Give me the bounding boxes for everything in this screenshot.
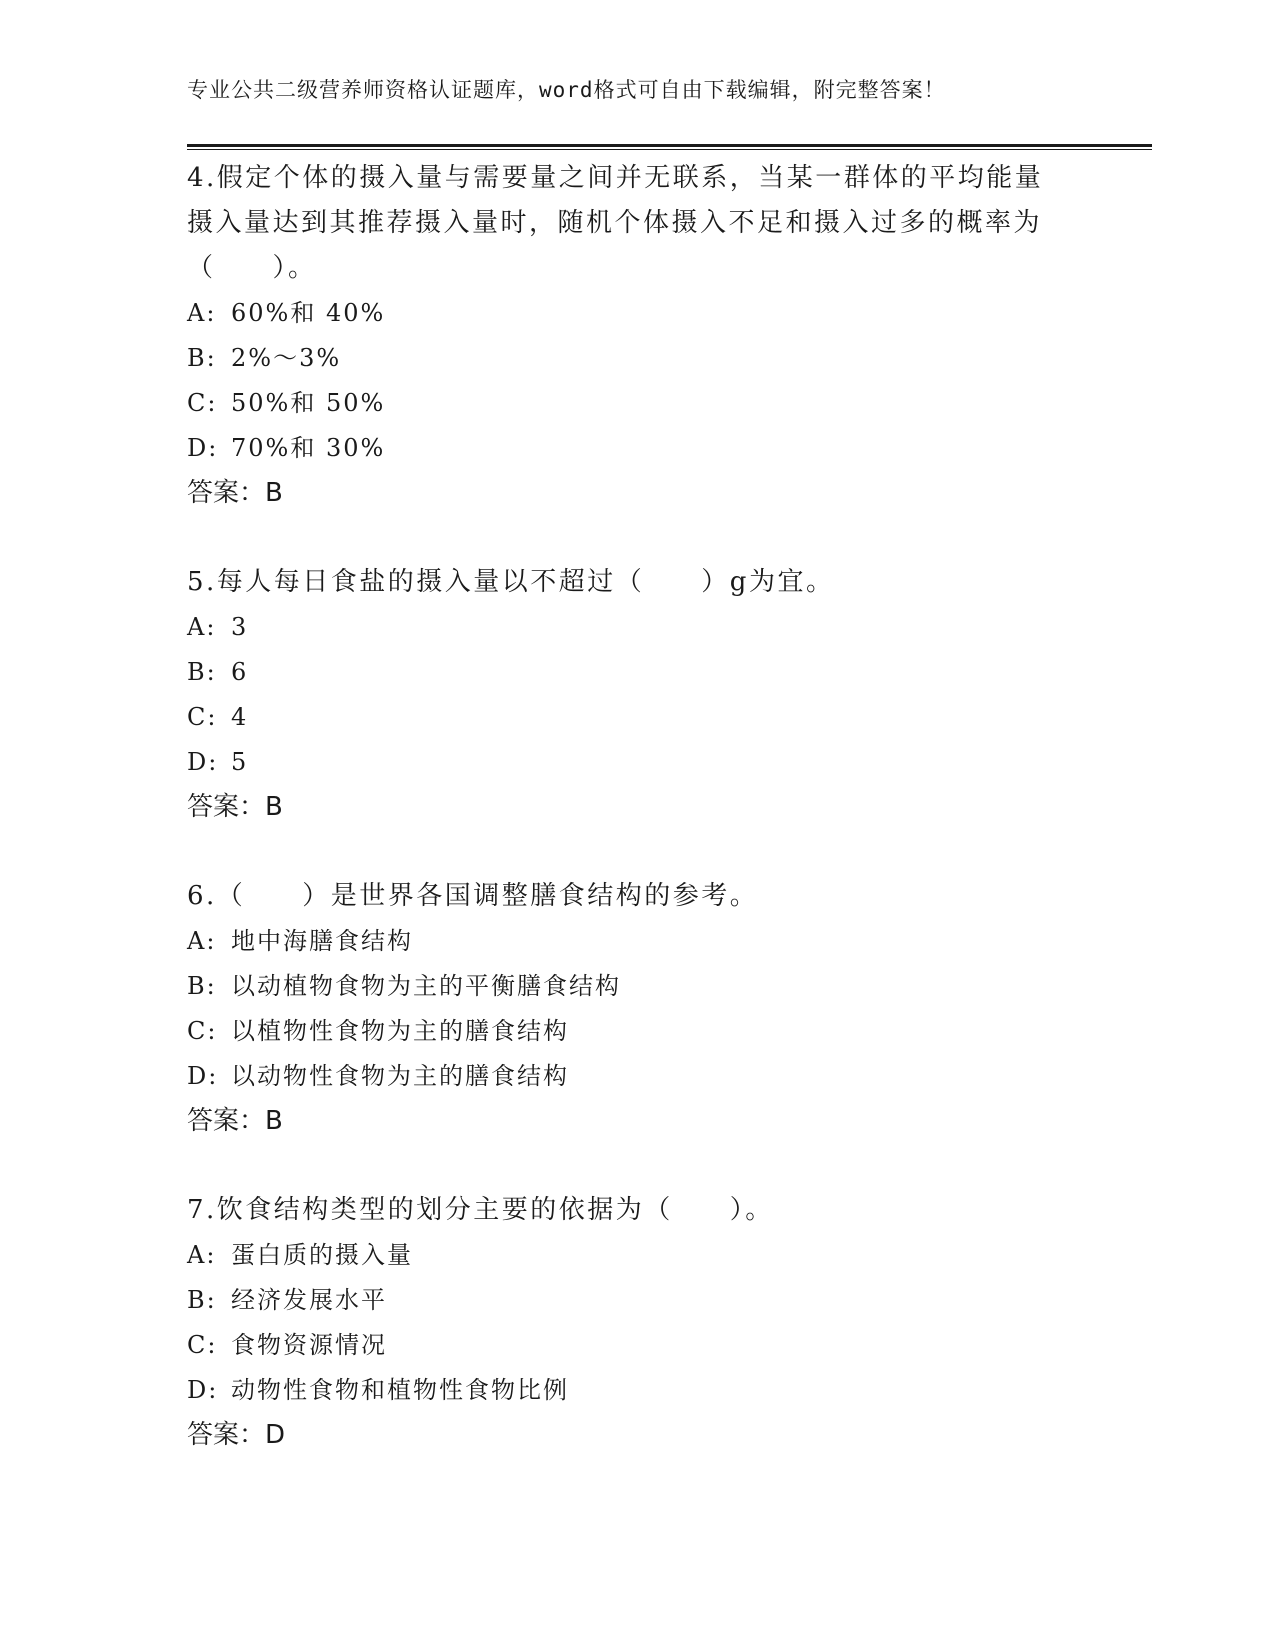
- option-letter: C:: [187, 389, 218, 417]
- option-letter: C:: [187, 1017, 218, 1045]
- option-text: 5: [231, 748, 249, 776]
- option-text: 4: [231, 703, 249, 731]
- option-b: [187, 650, 1087, 695]
- option-a: [187, 919, 1087, 964]
- option-letter: B:: [187, 972, 217, 1000]
- question-7: [187, 1188, 1087, 1458]
- answer-line: 答案：B: [187, 1106, 283, 1136]
- option-a: [187, 1233, 1087, 1278]
- option-text: 以动植物食物为主的平衡膳食结构: [231, 972, 621, 1000]
- option-b: [187, 1278, 1087, 1323]
- option-b: [187, 336, 1087, 381]
- option-letter: B:: [187, 1286, 217, 1314]
- option-text: 地中海膳食结构: [231, 927, 413, 955]
- option-letter: A:: [187, 299, 217, 327]
- option-text: 动物性食物和植物性食物比例: [231, 1376, 569, 1404]
- option-letter: A:: [187, 613, 217, 641]
- option-b: [187, 964, 1087, 1009]
- option-d: [187, 740, 1087, 785]
- option-letter: B:: [187, 344, 217, 372]
- option-letter: C:: [187, 1331, 218, 1359]
- option-letter: D:: [187, 748, 219, 776]
- option-text: 以植物性食物为主的膳食结构: [231, 1017, 569, 1045]
- question-stem-line: 4.假定个体的摄入量与需要量之间并无联系，当某一群体的平均能量: [187, 163, 1044, 193]
- question-4: [187, 156, 1087, 516]
- option-c: [187, 1323, 1087, 1368]
- option-letter: A:: [187, 1241, 217, 1269]
- question-list: [187, 156, 1087, 1502]
- option-letter: D:: [187, 1376, 219, 1404]
- option-letter: D:: [187, 434, 219, 462]
- option-letter: D:: [187, 1062, 219, 1090]
- header-rule-thick: [187, 144, 1152, 147]
- question-stem-line: （ ）。: [187, 253, 317, 283]
- option-text: 2%～3%: [231, 344, 342, 372]
- option-d: [187, 426, 1087, 471]
- option-text: 蛋白质的摄入量: [231, 1241, 413, 1269]
- option-letter: C:: [187, 703, 218, 731]
- answer-line: 答案：B: [187, 478, 283, 508]
- option-c: [187, 1009, 1087, 1054]
- question-6: [187, 874, 1087, 1144]
- option-a: [187, 605, 1087, 650]
- option-c: [187, 381, 1087, 426]
- question-stem-line: 5.每人每日食盐的摄入量以不超过（ ）g为宜。: [187, 567, 835, 597]
- option-text: 3: [231, 613, 249, 641]
- option-d: [187, 1054, 1087, 1099]
- option-text: 70%和 30%: [231, 434, 386, 462]
- answer-line: 答案：B: [187, 792, 283, 822]
- option-letter: B:: [187, 658, 217, 686]
- option-text: 60%和 40%: [231, 299, 386, 327]
- option-c: [187, 695, 1087, 740]
- question-stem-line: 摄入量达到其推荐摄入量时，随机个体摄入不足和摄入过多的概率为: [187, 208, 1043, 238]
- question-stem-line: 7.饮食结构类型的划分主要的依据为（ ）。: [187, 1195, 774, 1225]
- option-a: [187, 291, 1087, 336]
- option-text: 50%和 50%: [231, 389, 386, 417]
- option-letter: A:: [187, 927, 217, 955]
- header-rule-thin: [187, 149, 1152, 150]
- option-d: [187, 1368, 1087, 1413]
- option-text: 食物资源情况: [231, 1331, 387, 1359]
- page-header: 专业公共二级营养师资格认证题库，word格式可自由下载编辑，附完整答案！: [187, 78, 946, 102]
- option-text: 经济发展水平: [231, 1286, 387, 1314]
- question-5: [187, 560, 1087, 830]
- question-stem-line: 6.（ ）是世界各国调整膳食结构的参考。: [187, 881, 759, 911]
- option-text: 以动物性食物为主的膳食结构: [231, 1062, 569, 1090]
- option-text: 6: [231, 658, 249, 686]
- answer-line: 答案：D: [187, 1420, 286, 1450]
